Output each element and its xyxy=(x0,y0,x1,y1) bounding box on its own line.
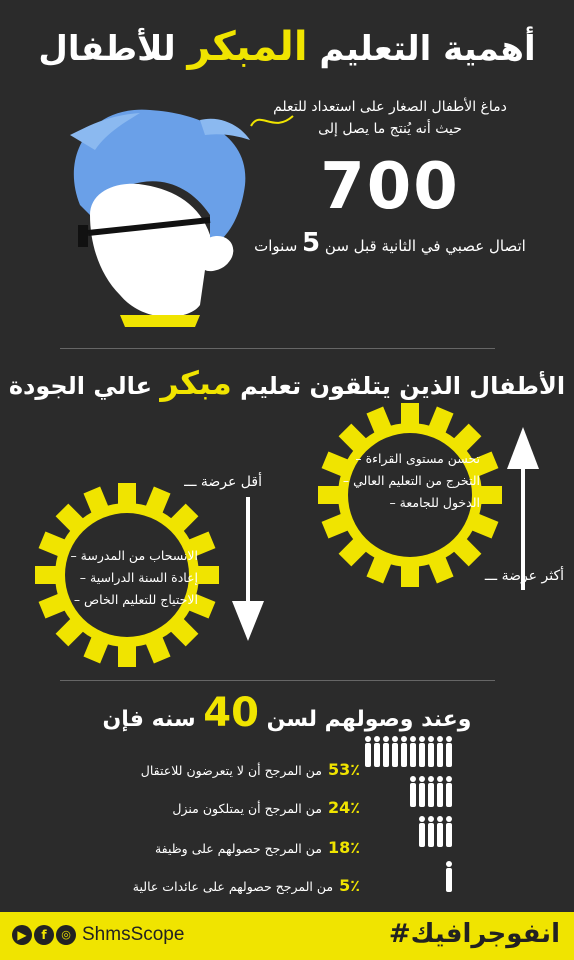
title-post: للأطفال xyxy=(38,29,188,69)
person-icon xyxy=(419,736,425,767)
quality-post: عالي الجودة xyxy=(8,372,161,400)
person-icon xyxy=(428,736,434,767)
stat-pct: 53٪ xyxy=(327,760,360,779)
people-pictogram xyxy=(360,735,460,895)
stat-row-income xyxy=(30,876,360,900)
person-icon xyxy=(419,816,425,847)
stat-pct: 5٪ xyxy=(339,876,360,895)
more-item-university: الدخول للجامعة – xyxy=(389,495,480,510)
less-item-dropout: الانسحاب من المدرسة – xyxy=(70,548,198,563)
person-icon xyxy=(365,736,371,767)
stat-text: من المرجح حصولهم على عائدات عالية xyxy=(132,879,334,894)
person-icon xyxy=(419,776,425,807)
arrow-down-icon xyxy=(230,495,266,645)
forty-post: سنه فإن xyxy=(102,707,204,732)
stat-pct: 24٪ xyxy=(327,798,360,817)
stat-row-home xyxy=(30,798,360,822)
hashtag-label: #انفوجرافيك xyxy=(388,919,560,949)
less-item-special-ed: الاحتياج للتعليم الخاص – xyxy=(73,592,198,607)
stat-text: من المرجح أن يمتلكون منزل xyxy=(172,801,322,816)
footer-bar xyxy=(0,912,574,960)
stat-row-job xyxy=(30,838,360,862)
stat-text: من المرجح حصولهم على وظيفة xyxy=(154,841,322,856)
youtube-icon[interactable]: ▶ xyxy=(12,925,32,945)
gear-more-list xyxy=(340,448,480,514)
facebook-icon[interactable]: f xyxy=(34,925,54,945)
brain-line-2: حيث أنه يُنتج ما يصل إلى xyxy=(318,121,462,137)
brain-line-1: دماغ الأطفال الصغار على استعداد للتعلم xyxy=(273,99,507,115)
person-icon xyxy=(437,736,443,767)
less-item-repeat-year: إعادة السنة الدراسية – xyxy=(79,570,198,585)
instagram-icon[interactable]: ◎ xyxy=(56,925,76,945)
less-likely-label: أقل عرضة ـــ xyxy=(184,474,262,490)
neuro-pre: اتصال عصبي في الثانية قبل سن xyxy=(320,237,526,255)
person-icon xyxy=(446,736,452,767)
person-icon xyxy=(446,816,452,847)
forty-pre: وعند وصولهم لسن xyxy=(258,707,472,732)
page-title xyxy=(0,24,574,70)
stat-pct: 18٪ xyxy=(327,838,360,857)
person-icon xyxy=(428,816,434,847)
person-icon xyxy=(446,861,452,892)
more-item-reading: تحسن مستوى القراءة – xyxy=(355,451,480,466)
more-item-graduation: التخرج من التعليم العالي – xyxy=(342,473,480,488)
person-icon xyxy=(437,776,443,807)
connections-number: 700 xyxy=(320,150,460,224)
brain-text xyxy=(230,96,550,140)
neuro-post: سنوات xyxy=(254,237,303,255)
person-icon xyxy=(410,736,416,767)
person-icon xyxy=(392,736,398,767)
neuro-line xyxy=(230,228,550,258)
neuro-age: 5 xyxy=(302,228,321,258)
person-icon xyxy=(383,736,389,767)
more-likely-label: أكثر عرضة ـــ xyxy=(484,568,564,584)
title-pre: أهمية التعليم xyxy=(307,29,536,69)
person-icon xyxy=(446,776,452,807)
person-icon xyxy=(401,736,407,767)
stat-row-arrest xyxy=(30,760,360,784)
person-icon xyxy=(410,776,416,807)
person-icon xyxy=(428,776,434,807)
forty-number: 40 xyxy=(203,690,259,736)
stat-text: من المرجح أن لا يتعرضون للاعتقال xyxy=(140,763,322,778)
forty-title xyxy=(0,690,574,736)
quality-highlight: مبكر xyxy=(160,364,232,402)
divider-1 xyxy=(60,348,495,349)
brand-name: ShmsScope xyxy=(82,924,185,945)
quality-title xyxy=(0,364,574,402)
quality-pre: الأطفال الذين يتلقون تعليم xyxy=(231,372,566,400)
person-icon xyxy=(374,736,380,767)
divider-2 xyxy=(60,680,495,681)
gear-less-list xyxy=(58,545,198,611)
person-icon xyxy=(437,816,443,847)
title-highlight: المبكر xyxy=(187,24,308,70)
child-head-illustration xyxy=(50,95,260,335)
